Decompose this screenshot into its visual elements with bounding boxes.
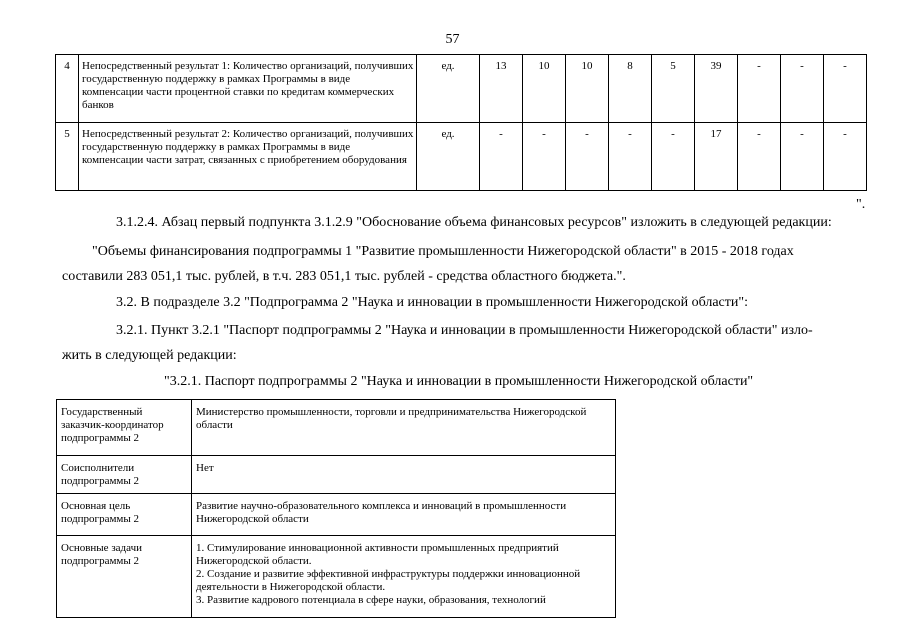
paragraph-3-2: 3.2. В подразделе 3.2 "Подпрограмма 2 "Наука и инновации в промышленности Нижегородской области": <box>116 295 748 310</box>
results-table <box>55 54 867 191</box>
paragraph-financing-line1: "Объемы финансирования подпрограммы 1 "Развитие промышленности Нижегородской области" в 2015 - 2018 годах <box>92 244 794 259</box>
row-value: - <box>609 123 652 191</box>
row-value: - <box>523 123 566 191</box>
task-item: 1. Стимулирование инновационной активности промышленных предприятий Нижегородской области. <box>196 542 559 567</box>
task-item: 3. Развитие кадрового потенциала в сфере науки, образования, технологий <box>196 594 546 606</box>
row-unit: ед. <box>417 123 480 191</box>
passport-content: Министерство промышленности, торговли и предпринимательства Нижегородской области <box>192 400 616 456</box>
paragraph-3-2-1-line1: 3.2.1. Пункт 3.2.1 "Паспорт подпрограммы 2 "Наука и инновации в промышленности Нижегородской области" изло- <box>116 323 813 338</box>
passport-content <box>192 536 616 618</box>
task-item: 2. Создание и развитие эффективной инфраструктуры поддержки инновационной деятельности в Нижегородской области. <box>196 568 581 593</box>
row-unit: ед. <box>417 55 480 123</box>
row-value: 17 <box>695 123 738 191</box>
row-value: - <box>781 55 824 123</box>
closing-quote: ". <box>856 197 866 212</box>
passport-heading: "3.2.1. Паспорт подпрограммы 2 "Наука и инновации в промышленности Нижегородской области" <box>164 374 754 389</box>
row-value: - <box>738 55 781 123</box>
table-row <box>57 400 616 456</box>
passport-label: Основные задачи подпрограммы 2 <box>57 536 192 618</box>
row-number: 5 <box>56 123 79 191</box>
row-value: 39 <box>695 55 738 123</box>
row-value: 10 <box>523 55 566 123</box>
page-number: 57 <box>445 32 460 47</box>
row-value: - <box>566 123 609 191</box>
row-value: 10 <box>566 55 609 123</box>
table-row <box>57 456 616 494</box>
table-row <box>56 123 867 191</box>
row-value: - <box>738 123 781 191</box>
table-row <box>56 55 867 123</box>
row-value: - <box>824 123 867 191</box>
passport-label: Основная цель подпрограммы 2 <box>57 494 192 536</box>
row-value: - <box>480 123 523 191</box>
row-number: 4 <box>56 55 79 123</box>
row-value: 8 <box>609 55 652 123</box>
table-row <box>57 494 616 536</box>
row-value: 13 <box>480 55 523 123</box>
paragraph-3-1-2-4: 3.1.2.4. Абзац первый подпункта 3.1.2.9 "Обоснование объема финансовых ресурсов" изложить в следующей редакции: <box>116 215 832 230</box>
paragraph-financing-line2: составили 283 051,1 тыс. рублей, в т.ч. 283 051,1 тыс. рублей - средства областного бюджета.". <box>62 269 626 284</box>
passport-content: Развитие научно-образовательного комплекса и инноваций в промышленности Нижегородской области <box>192 494 616 536</box>
row-description: Непосредственный результат 2: Количество организаций, получивших государственную поддержку в рамках Программы в виде компенсации части затрат, связанных с приобретением оборудования <box>79 123 417 191</box>
passport-content: Нет <box>192 456 616 494</box>
row-value: - <box>781 123 824 191</box>
paragraph-3-2-1-line2: жить в следующей редакции: <box>62 348 237 363</box>
row-value: - <box>824 55 867 123</box>
table-row <box>57 536 616 618</box>
row-value: - <box>652 123 695 191</box>
row-value: 5 <box>652 55 695 123</box>
passport-table <box>56 399 616 618</box>
row-description: Непосредственный результат 1: Количество организаций, получивших государственную поддержку в рамках Программы в виде компенсации части процентной ставки по кредитам коммерческих банков <box>79 55 417 123</box>
passport-label: Государственный заказчик-координатор подпрограммы 2 <box>57 400 192 456</box>
passport-label: Соисполнители подпрограммы 2 <box>57 456 192 494</box>
